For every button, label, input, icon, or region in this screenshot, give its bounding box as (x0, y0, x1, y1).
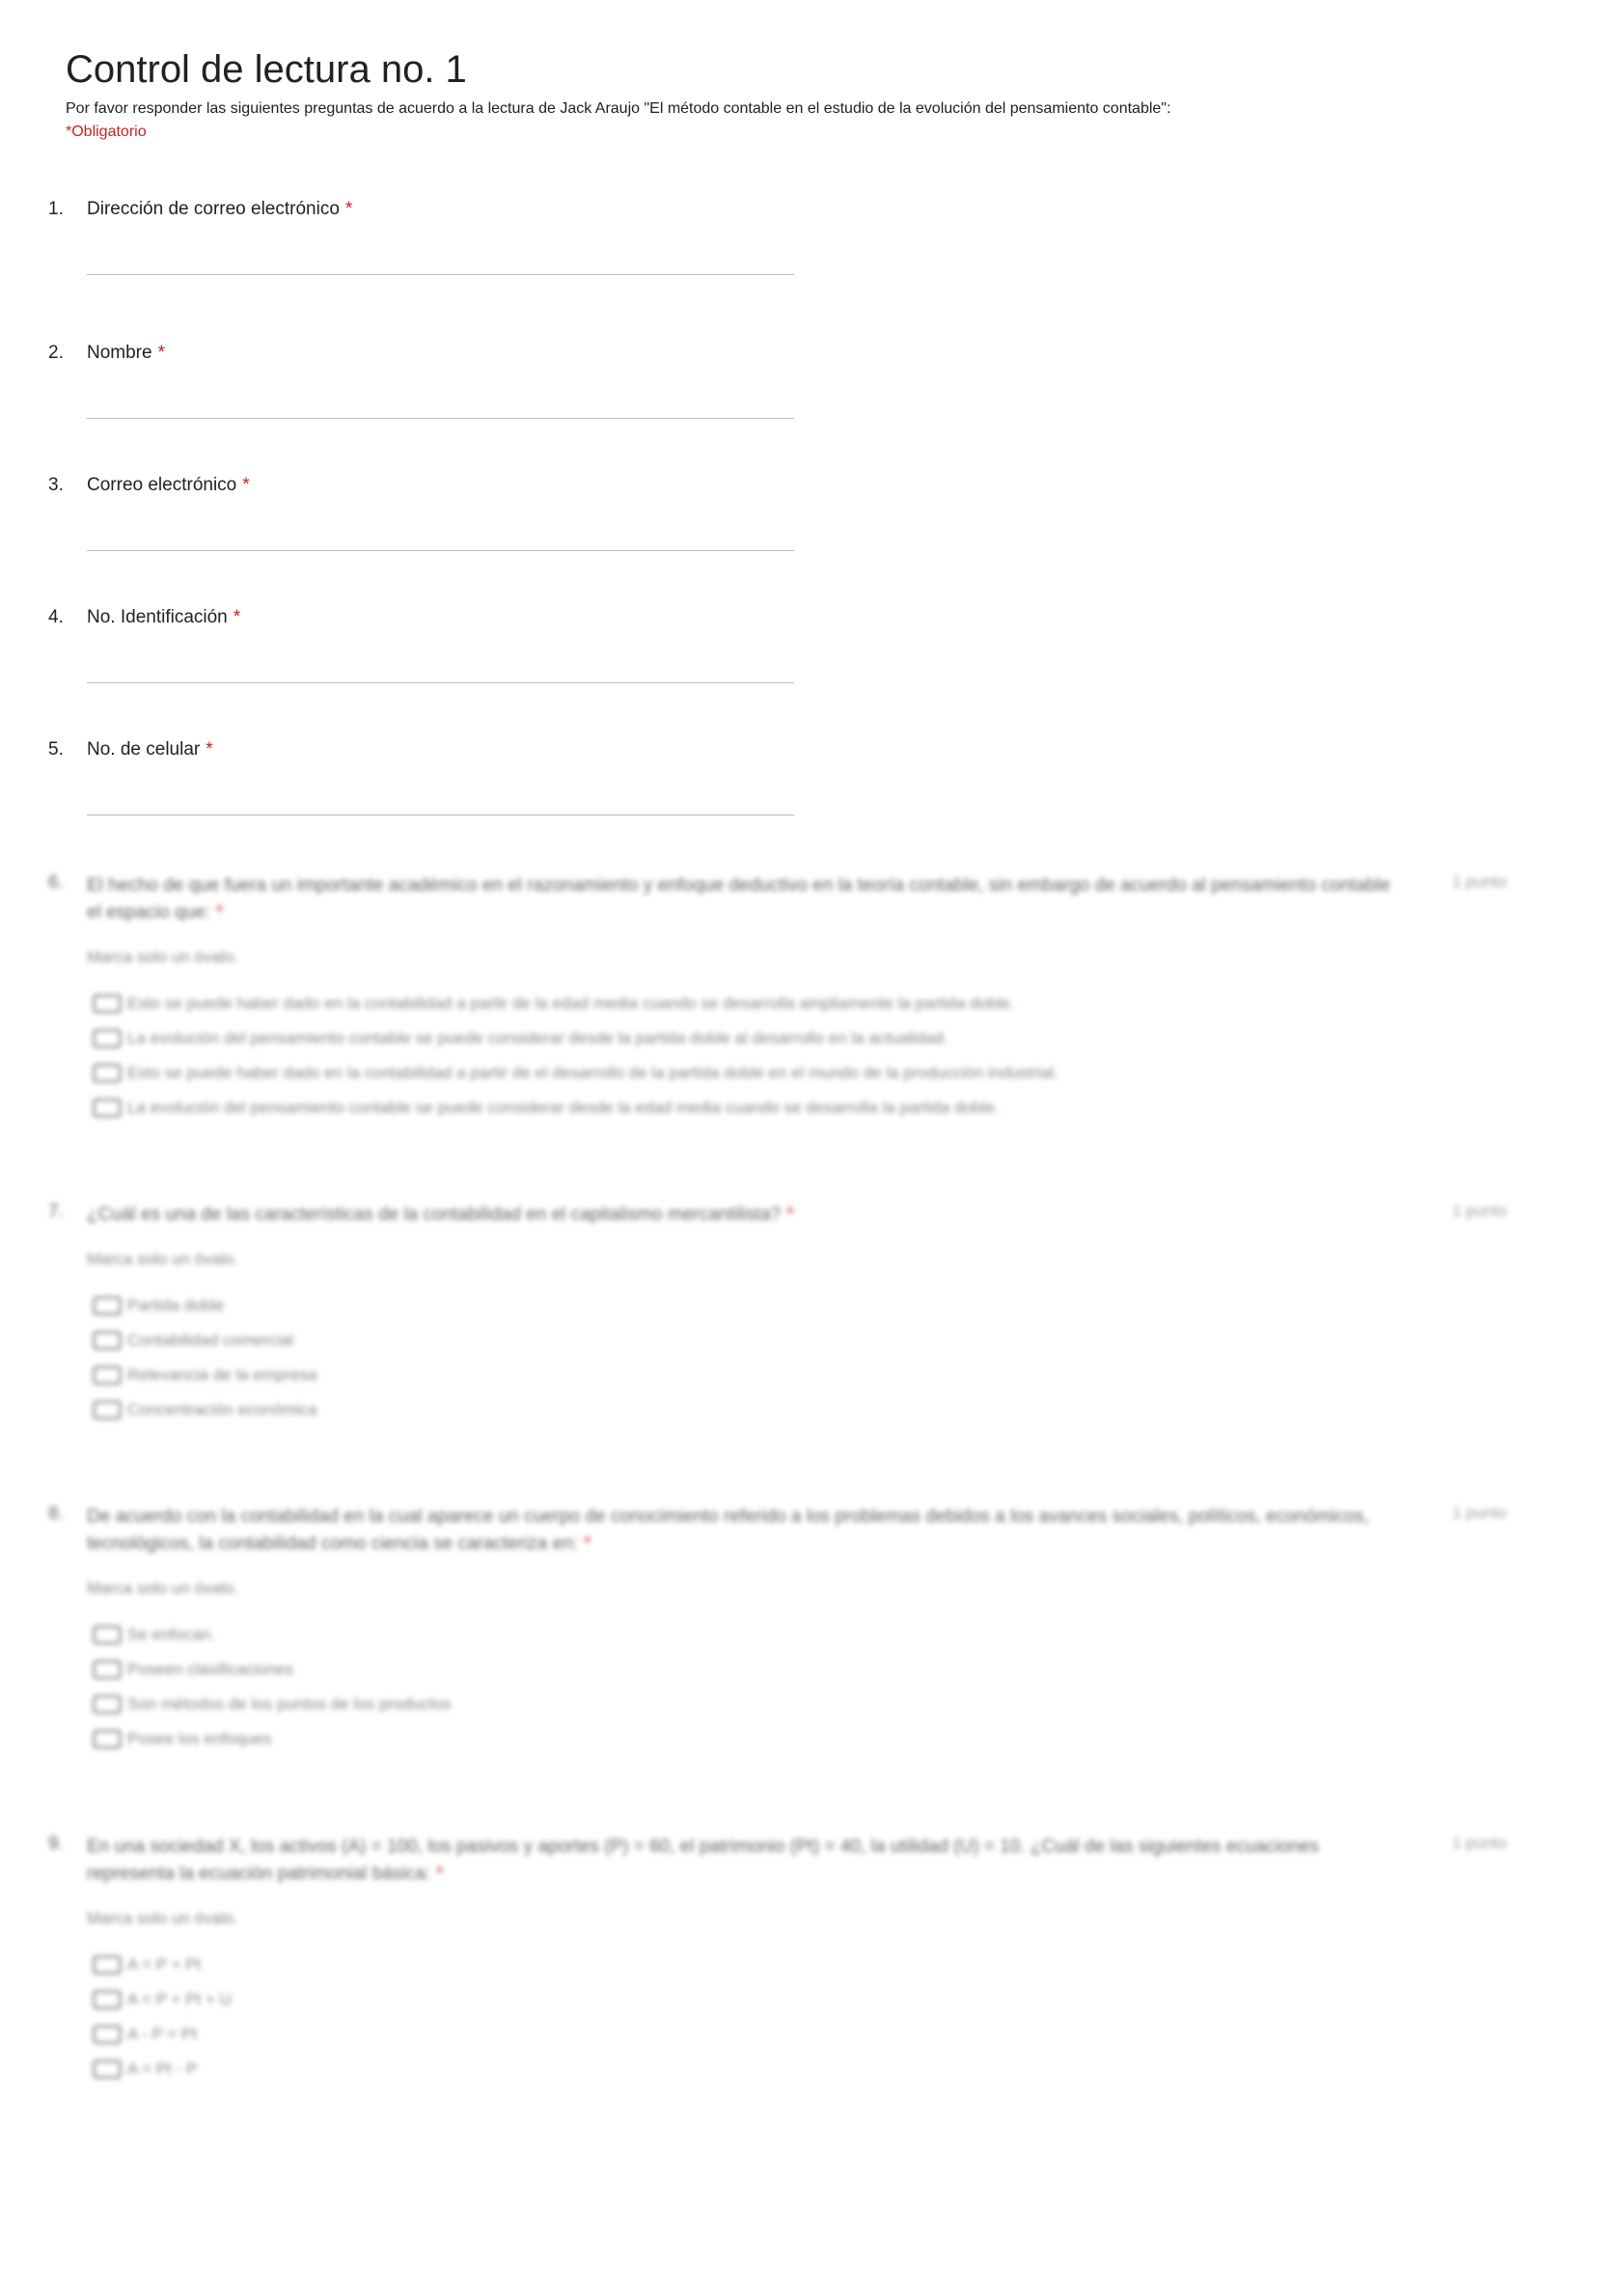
option-item[interactable]: La evolución del pensamiento contable se puede considerar desde la edad media cuando se desarrolla la partida doble. (93, 1094, 1000, 1121)
points-badge: 1 punto (1452, 1202, 1507, 1220)
question-number: 4. (48, 607, 64, 627)
checkbox-icon[interactable] (93, 1098, 122, 1118)
identificacion-answer-field[interactable] (87, 682, 794, 683)
question-number: 9. (48, 1834, 64, 1854)
option-item[interactable]: A = P + Pt (93, 1951, 201, 1978)
option-item[interactable]: Posee los enfoques (93, 1726, 271, 1753)
required-star: * (233, 607, 241, 627)
option-item[interactable]: Relevancia de la empresa (93, 1362, 317, 1389)
question-label: No. Identificación * (87, 607, 241, 627)
question-number: 3. (48, 475, 64, 495)
question-text: En una sociedad X, los activos (A) = 100, los pasivos y aportes (P) = 60, el patrimonio (Pt) = 40, la utilidad (U) = 10. ¿Cuál de las siguientes ecuaciones representa la ecuación patrimonial básica: * (87, 1837, 1319, 1884)
checkbox-icon[interactable] (93, 1695, 122, 1714)
form-title: Control de lectura no. 1 (66, 48, 467, 91)
required-star: * (206, 739, 213, 760)
checkbox-icon[interactable] (93, 1064, 122, 1083)
checkbox-icon[interactable] (93, 1729, 122, 1749)
question-label: Correo electrónico * (87, 475, 250, 495)
option-item[interactable]: A = P + Pt + U (93, 1986, 232, 2013)
points-badge: 1 punto (1452, 1834, 1507, 1852)
checkbox-icon[interactable] (93, 2060, 122, 2079)
required-star: * (344, 199, 353, 219)
checkbox-icon[interactable] (93, 1990, 122, 2009)
question-label: No. de celular * (87, 739, 213, 760)
question-label: Nombre * (87, 343, 165, 363)
checkbox-icon[interactable] (93, 1955, 122, 1975)
form-description: Por favor responder las siguientes preguntas de acuerdo a la lectura de Jack Araujo "El método contable en el estudio de la evolución del pensamiento contable": (66, 100, 1171, 117)
email-answer-field[interactable] (87, 274, 794, 275)
required-star: * (242, 475, 250, 495)
question-text: ¿Cuál es una de las características de la contabilidad en el capitalismo mercantilista? * (87, 1204, 794, 1225)
checkbox-icon[interactable] (93, 1029, 122, 1048)
question-number: 6. (48, 872, 64, 893)
question-number: 2. (48, 343, 64, 363)
checkbox-icon[interactable] (93, 1331, 122, 1350)
option-item[interactable]: Son métodos de los puntos de los productos (93, 1691, 452, 1718)
checkbox-icon[interactable] (93, 1660, 122, 1679)
choice-hint: Marca solo un óvalo. (87, 1250, 238, 1268)
correo-answer-field[interactable] (87, 550, 794, 551)
option-item[interactable]: Se enfocan. (93, 1621, 215, 1648)
option-item[interactable]: A - P = Pt (93, 2021, 197, 2048)
question-number: 5. (48, 739, 64, 760)
required-star: * (584, 1534, 591, 1554)
option-item[interactable]: Poseen clasificaciones (93, 1656, 293, 1683)
checkbox-icon[interactable] (93, 2025, 122, 2044)
choice-hint: Marca solo un óvalo. (87, 1909, 238, 1927)
checkbox-icon[interactable] (93, 1366, 122, 1385)
option-item[interactable]: Concentración económica (93, 1397, 317, 1424)
celular-answer-field[interactable] (87, 815, 794, 816)
checkbox-icon[interactable] (93, 1400, 122, 1420)
checkbox-icon[interactable] (93, 1625, 122, 1645)
option-item[interactable]: Esto se puede haber dado en la contabilidad a partir de el desarrollo de la partida doble en el mundo de la producción industrial. (93, 1060, 1058, 1087)
question-label: Dirección de correo electrónico * (87, 199, 353, 219)
question-text: El hecho de que fuera un importante académico en el razonamiento y enfoque deductivo en la teoría contable, sin embargo de acuerdo al pensamiento contable el espacio que: * (87, 875, 1390, 923)
points-badge: 1 punto (1452, 872, 1507, 891)
required-star: * (435, 1864, 444, 1884)
question-number: 8. (48, 1504, 64, 1524)
option-item[interactable]: Esto se puede haber dado en la contabilidad a partir de la edad media cuando se desarrolla ampliamente la partida doble. (93, 990, 1015, 1017)
option-item[interactable]: La evolución del pensamiento contable se puede considerar desde la partida doble al desarrollo en la actualidad. (93, 1025, 948, 1052)
option-item[interactable]: A = Pt - P (93, 2056, 197, 2083)
question-number: 7. (48, 1202, 64, 1222)
choice-hint: Marca solo un óvalo. (87, 1579, 238, 1597)
choice-hint: Marca solo un óvalo. (87, 948, 238, 966)
required-note: *Obligatorio (66, 124, 147, 140)
option-item[interactable]: Partida doble (93, 1292, 224, 1319)
question-number: 1. (48, 199, 64, 219)
name-answer-field[interactable] (87, 418, 794, 419)
option-item[interactable]: Contabilidad comercial (93, 1327, 293, 1354)
checkbox-icon[interactable] (93, 994, 122, 1013)
required-star: * (215, 902, 224, 923)
required-star: * (157, 343, 165, 363)
checkbox-icon[interactable] (93, 1296, 122, 1315)
required-star: * (786, 1204, 794, 1225)
question-text: De acuerdo con la contabilidad en la cual aparece un cuerpo de conocimiento referido a los problemas debidos a los avances sociales, políticos, económicos, tecnológicos, la contabilidad como ciencia se caracteriza en: * (87, 1507, 1369, 1554)
points-badge: 1 punto (1452, 1504, 1507, 1522)
